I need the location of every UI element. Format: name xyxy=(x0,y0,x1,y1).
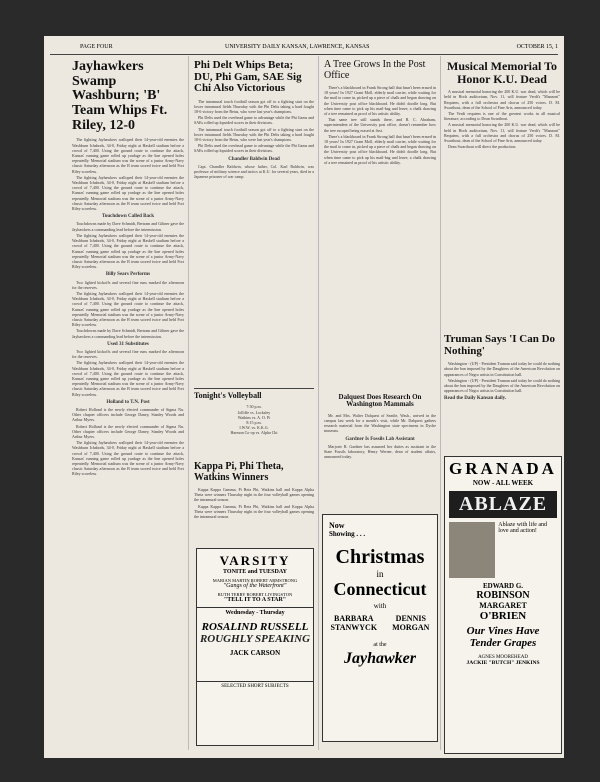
issue-date: OCTOBER 15, 1 xyxy=(516,44,558,50)
ad-line: ROBINSON xyxy=(476,590,530,601)
story-body: Washington - (UP) - President Truman said today he could do nothing about the ban imposed by the Daughters of the American Revolution on appearances of Negro artists in Constitution hall. xyxy=(444,361,560,377)
ad-line: Wednesday - Thursday xyxy=(197,607,313,616)
ad-line: RUTH TERRY ROBERT LIVINGSTON xyxy=(217,592,293,597)
schedule-line: 8:15 p.m. xyxy=(246,420,262,425)
ad-line: Showing . . . xyxy=(329,530,366,538)
varsity-ad xyxy=(196,548,314,746)
page-number: PAGE FOUR xyxy=(80,44,113,50)
ad-line: at the xyxy=(373,642,387,648)
story-body: Touchdowns made by Dave Schmidt, Bertram and Giltner gave the Jayhawkers a commanding lead before the intermission. xyxy=(72,328,184,339)
story-jayhawkers xyxy=(72,58,184,748)
ad-line: BARBARA xyxy=(334,614,374,623)
subhead: Gardner Is Fossils Lab Assistant xyxy=(345,436,415,442)
story-body: The fighting Jayhawkers walloped their 14-year-old enemies the Washburn Ichabods, 34-0, Friday night at Haskell stadium before a crowd of 7,400. Using the ground route to continue the attack, Kansas' running game rolled up yardage as the line opened holes repeatedly. Memorial stadium was the scene of a junior Army-Navy classic Saturday afternoon as the B team scored twice and held Fort Riley scoreless. xyxy=(72,360,184,397)
schedule-line: Watkins vs. A. O. Pi xyxy=(237,414,271,420)
ad-line: with xyxy=(373,602,387,610)
schedule-line: 7:30 p.m. xyxy=(246,404,262,410)
headline: Kappa Pi, Phi Theta, Watkins Winners xyxy=(194,461,284,483)
story-body: The fighting Jayhawkers walloped their 14-year-old enemies the Washburn Ichabods, 34-0, Friday night at Haskell stadium before a crowd of 7,400. Using the ground route to continue the attack, Kansas' running game rolled up yardage as the line opened holes repeatedly. Memorial stadium was the scene of a junior Army-Navy classic Saturday afternoon as the B team scored twice and held Fort Riley scoreless. xyxy=(72,440,184,477)
ablaze-title: ABLAZE xyxy=(458,493,548,515)
story-body: Washington - (UP) - President Truman said today he could do nothing about the ban imposed by the Daughters of the American Revolution on appearances of Negro artists in Constitution hall. xyxy=(444,377,560,394)
varsity-title: VARSITY xyxy=(219,553,291,568)
masthead: UNIVERSITY DAILY KANSAN, LAWRENCE, KANSAS xyxy=(225,44,370,50)
headline: A Tree Grows In the Post Office xyxy=(324,59,426,81)
ad-line: Christmas xyxy=(335,546,425,568)
column-rule xyxy=(440,56,441,750)
story-body: Capt. Chandler Baldwin, whose father, Col. Karl Baldwin, was professor of military science and tactics at K.U. for several years, died in a Japanese prisoner of war camp. xyxy=(194,163,314,180)
ad-line: TONITE and TUESDAY xyxy=(223,569,287,575)
story-body: The fighting Jayhawkers walloped their 14-year-old enemies the Washburn Ichabods, 34-0, Friday night at Haskell stadium before a crowd of 7,400. Using the ground route to continue the attack, Kansas' running game rolled up yardage as the line opened holes repeatedly. Memorial stadium was the scene of a junior Army-Navy classic Saturday afternoon as the B team scored twice and held Fort Riley scoreless. xyxy=(72,174,184,212)
ad-line: ROUGHLY SPEAKING xyxy=(199,633,311,645)
story-body: The intramural touch football season got off to a fighting start on the lower intramural fields Thursday with the Phi Delts taking a hard fought 18-6 victory from the Betas, who were last year's champions. xyxy=(194,98,314,115)
story-body: Robert Holland is the newly elected commander of Sigma Nu. Other chapter officers include George Daney, Stanley Woods and Arthur Myers. xyxy=(72,423,184,439)
christmas-ad xyxy=(322,514,438,742)
ad-line: Our Vines Have xyxy=(466,625,540,637)
schedule-line: Jolliffe vs. Locksley xyxy=(237,409,271,415)
story-body: The fighting Jayhawkers walloped their 14-year-old enemies the Washburn Ichabods, 34-0, Friday night at Haskell stadium before a crowd of 7,400. Using the ground route to continue the attack, Kansas' running game rolled up yardage as the line opened holes repeatedly. Memorial stadium was the scene of a junior Army-Navy classic Saturday afternoon as the B team scored twice and held Fort Riley scoreless. xyxy=(72,232,184,270)
ad-line: "TELL IT TO A STAR" xyxy=(223,597,287,603)
story-body: A musical memorial honoring the 200 K.U. war dead, which will be held in Hoch auditorium, Nov. 11, will feature Verdi's "Manzoni" Requiem, with a full orchestra and chorus of 250 voices. D. M. Swarthout, dean of the School of Fine Arts, announced today. xyxy=(444,122,560,144)
story-body: The Verdi requiem is one of the greatest works in all musical literature, according to Dean Swarthout. xyxy=(444,111,560,122)
story-body: The fighting Jayhawkers walloped their 14-year-old enemies the Washburn Ichabods, 34-0, Friday night at Haskell stadium before a crowd of 7,400. Using the ground route to continue the attack, Kansas' running game rolled up yardage as the line opened holes repeatedly. Memorial stadium was the scene of a junior Army-Navy classic Saturday afternoon as the B team scored twice and held Fort Riley scoreless. xyxy=(72,290,184,328)
story-musical-memorial xyxy=(444,58,560,328)
ad-line: Connecticut xyxy=(333,579,427,599)
ad-line: MARIAN MARTIN ROBERT ARMSTRONG xyxy=(212,578,298,583)
ad-line: AGNES MOOREHEAD xyxy=(478,655,528,660)
subhead: Billy Sears Performs xyxy=(105,272,151,278)
story-body: Touchdowns made by Dave Schmidt, Bertram and Giltner gave the Jayhawkers a commanding lead before the intermission. xyxy=(72,221,184,232)
story-body: Two lighted kickoffs and several fine runs marked the afternoon for the reserves. xyxy=(72,279,184,290)
newspaper-page xyxy=(44,36,564,758)
headline: Dalquest Does Research On Washington Mammals xyxy=(338,393,422,409)
headline: Truman Says 'I Can Do Nothing' xyxy=(444,333,556,357)
volleyball-box xyxy=(194,388,314,459)
ad-line: DENNIS xyxy=(395,614,426,623)
ad-line: Tender Grapes xyxy=(469,637,537,649)
ad-line: O'BRIEN xyxy=(479,610,527,622)
story-body: The intramural touch football season got off to a fighting start on the lower intramural fields Thursday with the Phi Delts taking a hard fought 18-6 victory from the Betas, who were last year's champions. xyxy=(194,126,314,143)
story-body: There's a blackboard in Frank Strong hall that hasn't been erased in 18 years! In 1927 Grant Moll, elderly mail carrier, while waiting for the mail to come in, picked up a piece of chalk and began drawing on the University post office blackboard. He didn't doodle long. But when time came to pick up his mail-bag and leave, a chalk drawing of a tree remained as proof of his artistic ability. xyxy=(324,85,436,117)
headline: Musical Memorial To Honor K.U. Dead xyxy=(447,59,557,86)
story-body: Kappa Kappa Gamma, Pi Beta Phi, Watkins hall and Kappa Alpha Theta were winners Thursday night in the four volleyball games opening the intramural season. xyxy=(194,503,314,520)
page-header xyxy=(50,42,558,55)
ad-line: MARGARET xyxy=(479,601,527,610)
headline: Phi Delt Whips Beta; DU, Phi Gam, SAE Sig Chi Also Victorious xyxy=(194,59,302,95)
column-rule xyxy=(188,56,189,750)
subhead: Chandler Baldwin Dead xyxy=(228,156,280,162)
story-body: A musical memorial honoring the 200 K.U. war dead, which will be held in Hoch auditorium, Nov. 11, will feature Verdi's "Manzoni" Requiem, with a full orchestra and chorus of 250 voices. D. M. Swarthout, dean of the School of Fine Arts, announced today. xyxy=(444,89,560,110)
schedule-line: Harmon Co-op vs. Alpha Chi xyxy=(230,430,278,436)
volleyball-title: Tonight's Volleyball xyxy=(194,391,262,400)
story-body: Robert Holland is the newly elected commander of Sigma Nu. Other chapter officers include George Daney, Stanley Woods and Arthur Myers. xyxy=(72,406,184,423)
footer-note: Read the Daily Kansan daily. xyxy=(444,396,507,402)
ad-line: EDWARD G. xyxy=(482,582,524,590)
ad-line: SELECTED SHORT SUBJECTS xyxy=(197,681,313,689)
column-rule xyxy=(318,56,319,750)
ad-line: Ablaze with life and love and action! xyxy=(498,522,548,534)
story-body: Marjorie R. Gardner has assumed her duties as assistant in the State Fossils laboratory, Henry Werner, dean of student affairs, announced today. xyxy=(324,443,436,460)
story-body: Mr. and Mrs. Walter Dalquest of Seattle, Wash., arrived in the campus last week for a month's visit, while Mr. Dalquest gathers research material from the Washington state specimens in Dyche museum. xyxy=(324,412,436,434)
story-body: Dean Swarthout will direct the production. xyxy=(448,144,517,150)
story-body: The fighting Jayhawkers walloped their 14-year-old enemies the Washburn Ichabods, 34-0, Friday night at Haskell stadium before a crowd of 7,400. Using the ground route to continue the attack, Kansas' running game rolled up yardage as the line opened holes repeatedly. Memorial stadium was the scene of a junior Army-Navy classic Saturday afternoon as the B team scored twice and held Fort Riley scoreless. xyxy=(72,137,184,174)
story-truman xyxy=(444,332,560,452)
ad-line: Now xyxy=(329,521,345,530)
headline: Jayhawkers Swamp Washburn; 'B' Team Whips Ft. Riley, 12-0 xyxy=(72,59,168,133)
movie-still xyxy=(449,522,495,578)
ad-line: JACKIE "BUTCH" JENKINS xyxy=(466,660,540,666)
story-tree xyxy=(324,58,436,388)
ad-line: ROSALIND RUSSELL xyxy=(201,621,309,633)
story-body: Kappa Kappa Gamma, Pi Beta Phi, Watkins hall and Kappa Alpha Theta were winners Thursday night in the four volleyball games opening the intramural season. xyxy=(194,487,314,503)
subhead: Used 31 Substitutes xyxy=(107,341,149,347)
story-kappa xyxy=(194,460,314,544)
schedule-line: I.W.W. vs. K.K.G. xyxy=(239,425,269,431)
story-body: Two lighted kickoffs and several fine runs marked the afternoon for the reserves. xyxy=(72,348,184,360)
ad-line: "Gangs of the Waterfront" xyxy=(223,583,287,589)
subhead: Holland to T.N. Post xyxy=(106,399,150,405)
ad-line: STANWYCK xyxy=(330,623,378,632)
ad-line: NOW - ALL WEEK xyxy=(472,479,534,487)
ad-line: in xyxy=(376,569,384,579)
story-body: There's a blackboard in Frank Strong hall that hasn't been erased in 18 years! In 1927 Grant Moll, elderly mail carrier, while waiting for the mail to come in, picked up a piece of chalk and began drawing on the University post office blackboard. He didn't doodle long. But when time came to pick up his mail-bag and leave, a chalk drawing of a tree remained as proof of his artistic ability. xyxy=(324,133,436,165)
subhead: Touchdown Called Back xyxy=(101,214,155,220)
granada-ad xyxy=(444,456,562,754)
ad-line: JACK CARSON xyxy=(229,649,281,657)
story-body: Phi Delts used the overhead game to advantage while the Phi Gams and SAEs rolled up lopsided scores in their divisions. xyxy=(194,115,314,126)
volleyball-schedule xyxy=(194,404,314,435)
granada-title: GRANADA xyxy=(449,459,557,478)
ad-line: MORGAN xyxy=(392,623,430,632)
story-body: Phi Delts used the overhead game to advantage while the Phi Gams and SAEs rolled up lopsided scores in their divisions. xyxy=(194,143,314,154)
jayhawker-logo: Jayhawker xyxy=(344,650,416,667)
story-body: That same tree still stands there, and R. C. Abraham, superintendent of the University post office, doesn't remember how the tree escaped being erased at first. xyxy=(324,117,436,133)
